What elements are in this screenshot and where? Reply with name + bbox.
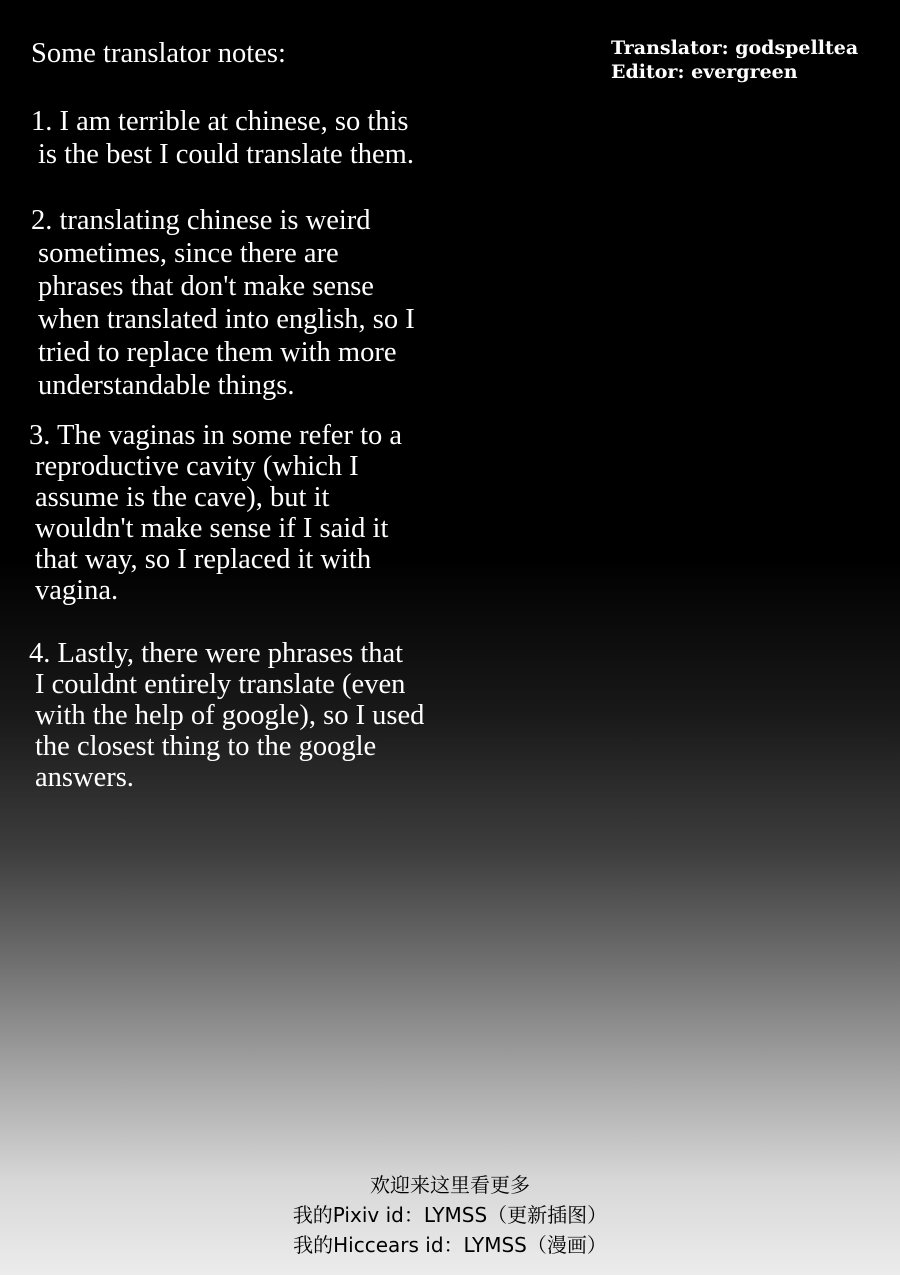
note-1-line: 1. I am terrible at chinese, so this [31, 106, 409, 137]
note-3-line: assume is the cave), but it [35, 482, 330, 513]
translator-credit: Translator: godspelltea [611, 37, 859, 59]
note-1-line: is the best I could translate them. [38, 139, 414, 170]
note-4-line: with the help of google), so I used [35, 700, 425, 731]
footer-line-pixiv: 我的Pixiv id：LYMSS（更新插图） [292, 1203, 608, 1227]
note-4-line: the closest thing to the google [35, 731, 377, 762]
editor-credit: Editor: evergreen [611, 61, 798, 83]
note-4-line: answers. [35, 762, 134, 793]
footer-block [0, 1170, 900, 1260]
note-3-line: 3. The vaginas in some refer to a [29, 420, 403, 451]
notes-heading: Some translator notes: [31, 38, 286, 69]
note-3-line: wouldn't make sense if I said it [35, 513, 389, 544]
note-2-line: when translated into english, so I [38, 304, 415, 335]
note-4-line: I couldnt entirely translate (even [35, 669, 406, 700]
note-2-line: phrases that don't make sense [38, 271, 374, 302]
note-2-line: sometimes, since there are [38, 238, 339, 269]
footer-line-hiccears: 我的Hiccears id：LYMSS（漫画） [293, 1233, 607, 1257]
note-2-line: understandable things. [38, 370, 295, 401]
credits-block [611, 36, 858, 84]
note-3-line: reproductive cavity (which I [35, 451, 359, 482]
note-4-line: 4. Lastly, there were phrases that [29, 638, 404, 669]
note-2-line: tried to replace them with more [38, 337, 397, 368]
footer-line-welcome: 欢迎来这里看更多 [370, 1173, 530, 1197]
note-3-line: vagina. [35, 575, 119, 606]
note-2-line: 2. translating chinese is weird [31, 205, 371, 236]
note-3-line: that way, so I replaced it with [35, 544, 372, 575]
